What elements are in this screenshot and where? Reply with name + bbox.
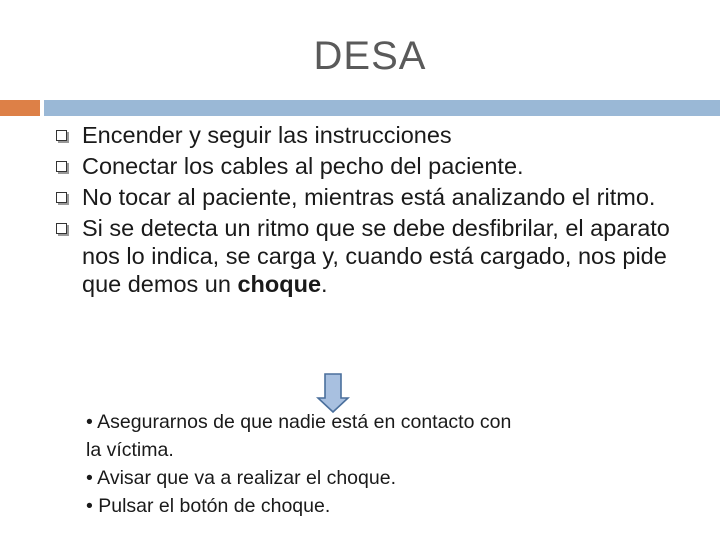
title-rule-bar <box>44 100 720 116</box>
bullet-text: Conectar los cables al pecho del paciente. <box>82 153 524 179</box>
bullet-item <box>56 121 706 149</box>
title-rule-accent <box>0 100 40 116</box>
steps-line: • Pulsar el botón de choque. <box>86 495 331 517</box>
bullet-emphasis: choque <box>237 271 322 297</box>
square-bullet-icon <box>56 130 67 141</box>
square-bullet-icon <box>56 192 67 203</box>
steps-line: • Avisar que va a realizar el choque. <box>86 467 396 489</box>
bullet-list <box>56 121 706 301</box>
steps-line: • Asegurarnos de que nadie está en contacto con <box>86 411 512 433</box>
bullet-item <box>56 152 706 180</box>
square-bullet-icon <box>56 161 67 172</box>
down-arrow-icon <box>316 373 350 413</box>
bullet-item <box>56 183 706 211</box>
bullet-text: No tocar al paciente, mientras está analizando el ritmo. <box>82 184 656 210</box>
steps-line: la víctima. <box>86 439 174 461</box>
bullet-item <box>56 214 706 298</box>
bullet-text: Encender y seguir las instrucciones <box>82 122 452 148</box>
slide-title: DESA <box>313 34 427 78</box>
bullet-text: Si se detecta un ritmo que se debe desfibrilar, el aparato nos lo indica, se carga y, cuando está cargado, nos pide que demos un <box>82 215 670 297</box>
bullet-suffix: . <box>321 271 328 297</box>
square-bullet-icon <box>56 223 67 234</box>
steps-block <box>86 408 646 520</box>
